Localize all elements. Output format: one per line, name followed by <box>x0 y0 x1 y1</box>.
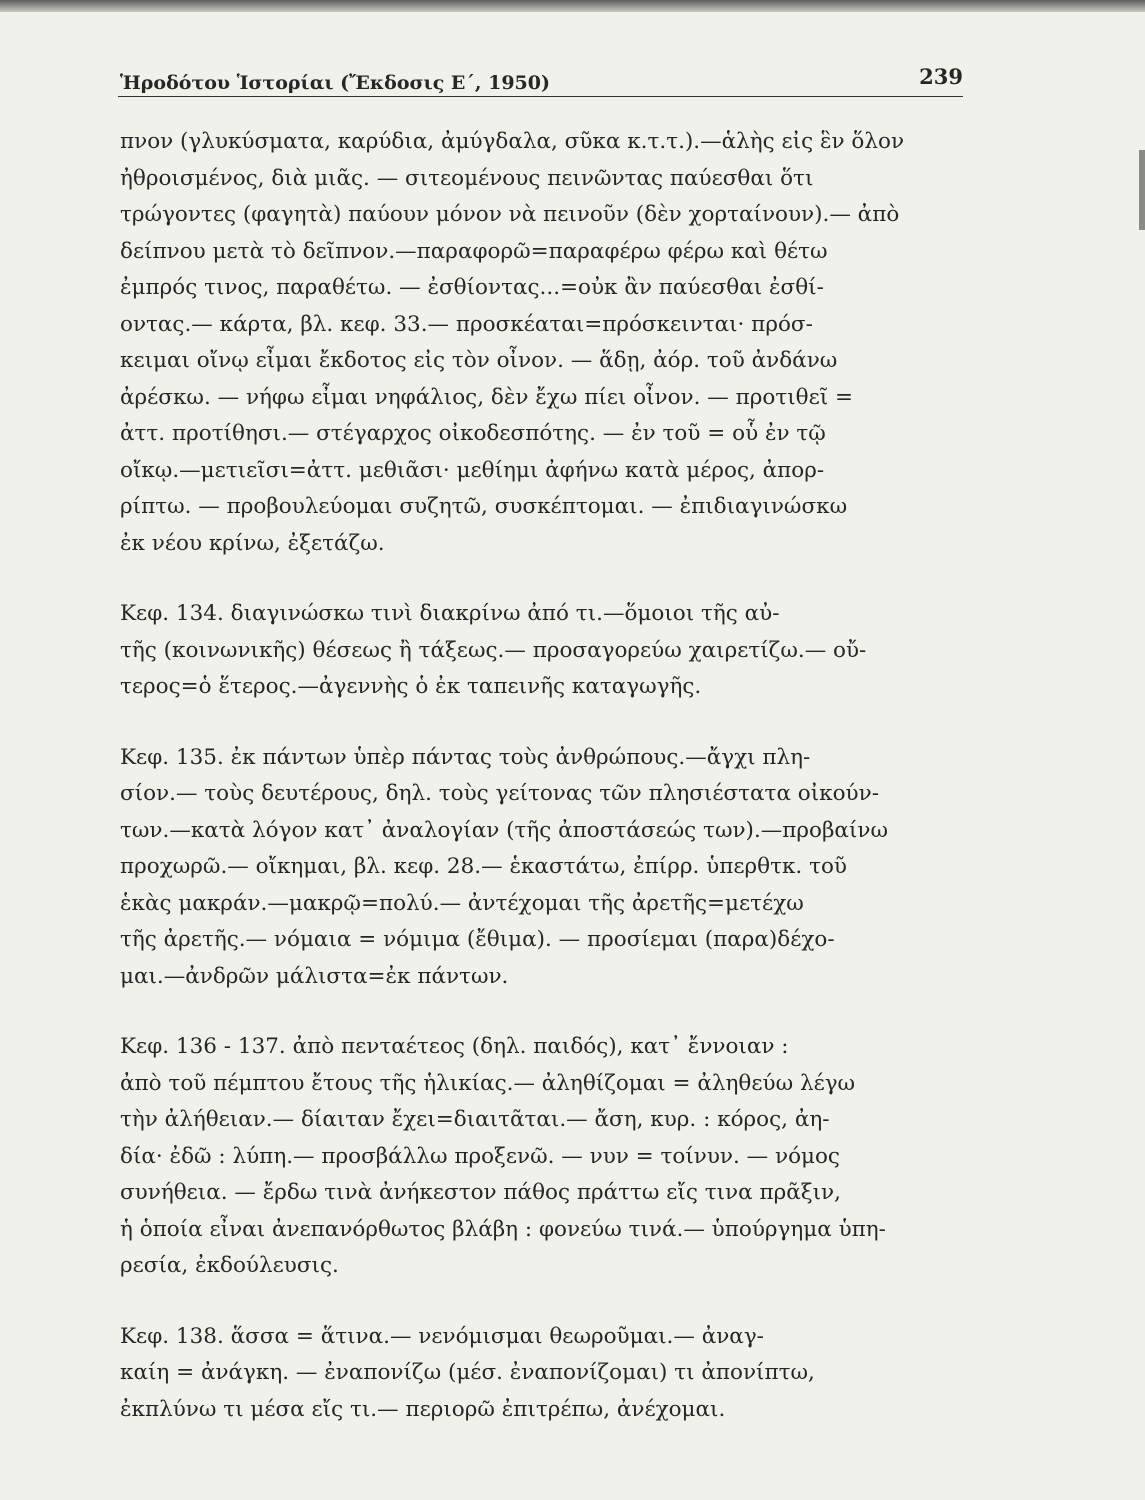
text-line: ἐμπρός τινος, παραθέτω. — ἐσθίοντας...=οὐκ ἂν παύεσθαι ἐσθί- <box>120 275 824 300</box>
running-title: Ἡροδότου Ἱστορίαι (Ἔκδοσις Ε΄, 1950) <box>120 72 550 94</box>
text-line: Κεφ. 138. ἅσσα = ἅτινα.— νενόμισμαι θεωροῦμαι.— ἀναγ- <box>120 1323 764 1349</box>
page-number: 239 <box>919 64 963 89</box>
text-line: μαι.—ἀνδρῶν μάλιστα=ἐκ πάντων. <box>120 963 509 989</box>
text-line: ἐκ νέου κρίνω, ἐξετάζω. <box>120 530 385 556</box>
text-line: Κεφ. 136 - 137. ἀπὸ πενταέτεος (δηλ. παιδός), κατ᾽ ἔννοιαν : <box>120 1034 789 1059</box>
paragraph-chapter-136-137 <box>120 1029 962 1285</box>
scan-top-edge <box>0 0 1145 12</box>
text-line: τὴν ἀλήθειαν.— δίαιταν ἔχει=διαιτᾶται.— ἄση, κυρ. : κόρος, ἀη- <box>120 1107 830 1132</box>
text-line: ἑκὰς μακράν.—μακρῷ=πολύ.— ἀντέχομαι τῆς ἀρετῆς=μετέχω <box>120 890 804 916</box>
text-line: τῆς ἀρετῆς.— νόμαια = νόμιμα (ἔθιμα). — προσίεμαι (παρα)δέχο- <box>120 927 835 952</box>
text-line: συνήθεια. — ἔρδω τινὰ ἀνήκεστον πάθος πράττω εἴς τινα πρᾶξιν, <box>120 1180 841 1205</box>
text-line: καίη = ἀνάγκη. — ἐναπονίζω (μέσ. ἐναπονίζομαι) τι ἀπονίπτω, <box>120 1360 815 1385</box>
text-line: Κεφ. 134. διαγινώσκω τινὶ διακρίνω ἀπό τι.—ὅμοιοι τῆς αὐ- <box>120 601 780 626</box>
paragraph-continuation <box>120 124 962 562</box>
text-line: σίον.— τοὺς δευτέρους, δηλ. τοὺς γείτονας τῶν πλησιέστατα οἰκούν- <box>120 781 879 806</box>
page-body <box>120 124 962 1428</box>
text-line: οντας.— κάρτα, βλ. κεφ. 33.— προσκέαται=πρόσκεινται· πρόσ- <box>120 311 813 337</box>
text-line: ἀρέσκω. — νήφω εἶμαι νηφάλιος, δὲν ἔχω πίει οἶνον. — προτιθεῖ = <box>120 384 854 410</box>
text-line: τερος=ὁ ἕτερος.—ἀγεννὴς ὁ ἐκ ταπεινῆς καταγωγῆς. <box>120 674 702 699</box>
text-line: τῆς (κοινωνικῆς) θέσεως ἢ τάξεως.— προσαγορεύω χαιρετίζω.— οὔ- <box>120 637 867 663</box>
text-line: προχωρῶ.— οἴκημαι, βλ. κεφ. 28.— ἑκαστάτω, ἐπίρρ. ὑπερθτκ. τοῦ <box>120 854 848 879</box>
text-line: οἴκῳ.—μετιεῖσι=ἀττ. μεθιᾶσι· μεθίημι ἀφήνω κατὰ μέρος, ἀπορ- <box>120 457 825 483</box>
text-line: ρίπτω. — προβουλεύομαι συζητῶ, συσκέπτομαι. — ἐπιδιαγινώσκω <box>120 494 848 519</box>
paragraph-chapter-138 <box>120 1319 962 1429</box>
page-header <box>118 64 963 97</box>
text-line: κειμαι οἴνῳ εἶμαι ἔκδοτος εἰς τὸν οἶνον. — ἅδῃ, ἀόρ. τοῦ ἀνδάνω <box>120 348 838 373</box>
paragraph-chapter-135 <box>120 740 962 996</box>
text-line: ἀπὸ τοῦ πέμπτου ἔτους τῆς ἡλικίας.— ἀληθίζομαι = ἀληθεύω λέγω <box>120 1070 856 1096</box>
text-line: πνον (γλυκύσματα, καρύδια, ἀμύγδαλα, σῦκα κ.τ.τ.).—ἁλὴς εἰς ἓν ὅλον <box>120 129 905 154</box>
text-line: δία· ἐδῶ : λύπη.— προσβάλλω προξενῶ. — νυν = τοίνυν. — νόμος <box>120 1143 840 1169</box>
paragraph-chapter-134 <box>120 596 962 706</box>
text-line: ἠθροισμένος, διὰ μιᾶς. — σιτεομένους πεινῶντας παύεσθαι ὅτι <box>120 165 814 191</box>
text-line: ἐκπλύνω τι μέσα εἴς τι.— περιορῶ ἐπιτρέπω, ἀνέχομαι. <box>120 1396 726 1422</box>
text-line: τρώγοντες (φαγητὰ) παύουν μόνον νὰ πεινοῦν (δὲν χορταίνουν).— ἀπὸ <box>120 202 900 227</box>
scan-right-edge <box>1139 150 1145 230</box>
text-line: των.—κατὰ λόγον κατ᾽ ἀναλογίαν (τῆς ἀποστάσεώς των).—προβαίνω <box>120 817 888 843</box>
text-line: ἀττ. προτίθησι.— στέγαρχος οἰκοδεσπότης. — ἐν τοῦ = οὗ ἐν τῷ <box>120 421 826 446</box>
text-line: ρεσία, ἐκδούλευσις. <box>120 1253 339 1278</box>
text-line: δείπνου μετὰ τὸ δεῖπνον.—παραφορῶ=παραφέρω φέρω καὶ θέτω <box>120 238 828 264</box>
text-line: Κεφ. 135. ἐκ πάντων ὑπὲρ πάντας τοὺς ἀνθρώπους.—ἄγχι πλη- <box>120 744 811 770</box>
text-line: ἡ ὁποία εἶναι ἀνεπανόρθωτος βλάβη : φονεύω τινά.— ὑπούργημα ὑπη- <box>120 1216 886 1242</box>
